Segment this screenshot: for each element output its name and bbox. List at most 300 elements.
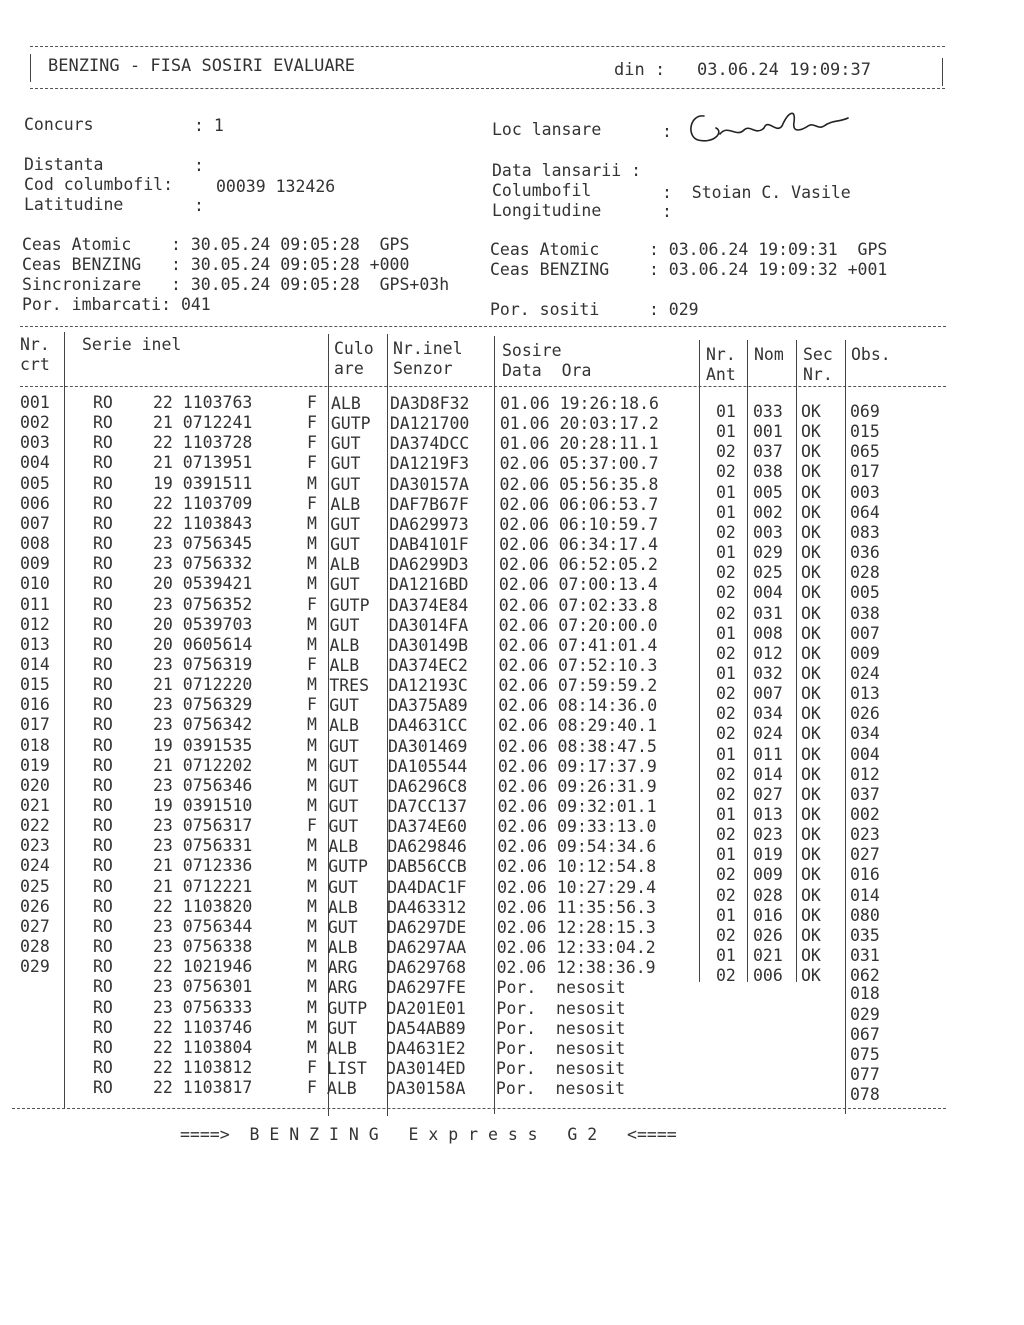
cell-nr-ant: 01 — [716, 845, 736, 865]
cell-arrival: Por. nesosit — [496, 998, 626, 1018]
cell-nr-ant: 02 — [716, 825, 736, 845]
cell-color: GUT — [328, 776, 359, 796]
cell-sec: OK — [801, 764, 821, 784]
cell-sensor: DA54AB89 — [386, 1018, 466, 1038]
cell-arrival: 02.06 06:34:17.4 — [499, 535, 659, 555]
cell-color: ARG — [327, 978, 358, 998]
cell-nom: 009 — [753, 865, 783, 885]
cell-sex: F — [307, 1057, 317, 1077]
cell-nom: 014 — [753, 764, 783, 784]
cell-nr-ant: 01 — [716, 946, 736, 966]
cell-obs: 004 — [850, 744, 880, 764]
cell-ring: 20 0539703 — [153, 614, 253, 634]
cell-sensor: DA374E84 — [388, 595, 469, 615]
cell-color: ALB — [326, 1079, 357, 1099]
cell-obs: 009 — [850, 643, 880, 663]
cell-color: GUT — [330, 474, 361, 494]
cell-nr-ant: 02 — [716, 966, 736, 986]
cell-sec: OK — [801, 442, 821, 462]
cell-ring: 22 1103843 — [153, 513, 253, 533]
cell-sensor: DA1216BD — [388, 575, 469, 595]
cell-country: RO — [93, 634, 113, 654]
cell-arrival: 02.06 12:33:04.2 — [496, 938, 656, 958]
col-ant-header: Ant — [706, 365, 736, 384]
cell-arrival: 02.06 09:26:31.9 — [497, 776, 657, 796]
cell-sex: M — [307, 896, 317, 916]
cell-sec: OK — [801, 522, 821, 542]
cell-nr-ant: 01 — [716, 805, 736, 824]
sep-sec — [796, 340, 797, 982]
latitudine-value: : — [194, 196, 204, 215]
cell-ring: 23 0756301 — [153, 977, 253, 997]
col-obs-header: Obs. — [851, 345, 891, 364]
cell-ring: 20 0605614 — [153, 634, 253, 654]
cod-columbofil-label: Cod columbofil: — [24, 175, 174, 194]
cell-sec: OK — [801, 865, 821, 885]
cell-nom: 002 — [753, 502, 783, 522]
cell-sex: M — [307, 473, 317, 493]
cell-sec: OK — [801, 905, 821, 925]
cell-sensor: DA3014ED — [386, 1058, 466, 1078]
cell-nr-ant: 01 — [716, 905, 736, 925]
cell-color: GUT — [330, 454, 361, 474]
header-top-border — [30, 46, 945, 47]
cell-country: RO — [93, 937, 113, 957]
cell-arrival: 02.06 07:41:01.4 — [498, 635, 658, 655]
cell-obs: 005 — [850, 583, 880, 603]
cell-color: ALB — [330, 555, 360, 575]
cell-color: GUT — [327, 917, 358, 937]
cell-nr-crt: 022 — [20, 816, 50, 836]
col-serie-header: Serie inel — [82, 335, 182, 354]
cell-nr-crt: 001 — [20, 393, 50, 412]
cell-arrival: 02.06 10:12:54.8 — [497, 857, 657, 877]
cell-color: ALB — [328, 897, 358, 917]
cell-nom: 038 — [753, 462, 783, 482]
cell-nom: 037 — [753, 442, 783, 462]
cell-nr-crt: 013 — [20, 634, 50, 654]
cell-obs: 007 — [850, 623, 880, 643]
cell-sex: M — [307, 614, 317, 634]
cell-color: GUT — [328, 877, 358, 897]
cell-nom: 033 — [753, 402, 783, 421]
cell-sec: OK — [801, 563, 821, 583]
cell-nr-ant: 02 — [716, 724, 736, 744]
cell-nr-ant: 02 — [716, 603, 736, 623]
table-top-border — [20, 326, 946, 327]
cell-arrival: 02.06 05:37:00.7 — [499, 454, 659, 474]
col-culo-header: Culo — [334, 339, 374, 358]
cell-arrival: 02.06 07:00:13.4 — [498, 575, 658, 595]
cell-arrival: 02.06 07:59:59.2 — [498, 676, 658, 696]
cell-color: ALB — [330, 494, 361, 514]
cell-country: RO — [93, 453, 113, 473]
cell-obs: 035 — [850, 925, 880, 945]
cell-ring: 21 0712241 — [153, 413, 253, 433]
cell-arrival: 02.06 08:14:36.0 — [498, 696, 658, 716]
cell-ring: 22 1103709 — [153, 493, 253, 513]
cell-country: RO — [93, 755, 113, 775]
cell-nr-ant: 01 — [716, 502, 736, 522]
cell-nom: 026 — [753, 925, 783, 945]
cell-sensor: DA4631E2 — [386, 1038, 466, 1058]
cell-nr-ant: 02 — [716, 764, 736, 784]
cell-nr-ant: 02 — [716, 684, 736, 704]
cell-arrival: 02.06 05:56:35.8 — [499, 474, 659, 494]
cell-sex: M — [307, 775, 317, 795]
cell-color: ALB — [329, 716, 359, 736]
cell-nr-ant: 02 — [716, 583, 736, 603]
cell-sec: OK — [801, 845, 821, 865]
cell-nr-ant: 02 — [716, 643, 736, 663]
cell-sensor: DA3014FA — [388, 615, 469, 635]
cell-nr-ant: 02 — [716, 462, 736, 482]
cell-sec: OK — [801, 422, 821, 442]
cell-nr-crt: 002 — [20, 413, 50, 433]
cell-obs: 029 — [850, 1004, 880, 1024]
cell-arrival: Por. nesosit — [495, 1079, 626, 1099]
cell-country: RO — [93, 413, 113, 433]
cell-arrival: 02.06 07:02:33.8 — [498, 595, 658, 615]
cell-sensor: DA4631CC — [388, 716, 468, 736]
cell-nr-crt: 029 — [20, 957, 50, 977]
cell-sec: OK — [801, 623, 821, 643]
cell-sex: F — [307, 413, 317, 433]
cell-color: GUT — [329, 575, 360, 595]
cell-sensor: DA463312 — [387, 897, 467, 917]
cell-nr-crt: 019 — [20, 755, 50, 775]
cell-obs: 083 — [850, 522, 880, 542]
cell-sec: OK — [801, 684, 821, 704]
cell-sex: M — [307, 977, 317, 997]
cell-sex: M — [307, 916, 317, 936]
cell-country: RO — [93, 876, 113, 896]
cell-sex: M — [307, 755, 317, 775]
cell-obs: 023 — [850, 825, 880, 845]
cell-sex: F — [307, 695, 317, 715]
cell-nr-ant: 01 — [716, 402, 736, 421]
cell-nr-crt: 021 — [20, 796, 50, 815]
cell-arrival: 02.06 06:52:05.2 — [499, 555, 658, 575]
cell-nr-crt: 017 — [20, 715, 50, 735]
cell-nom: 012 — [753, 643, 783, 663]
cell-ring: 20 0539421 — [153, 574, 253, 594]
cell-sec: OK — [801, 704, 821, 724]
cell-obs: 067 — [850, 1024, 880, 1044]
col-sec-header: Sec — [803, 345, 833, 364]
cell-obs: 018 — [850, 984, 880, 1004]
cell-nom: 019 — [753, 845, 783, 865]
col-nr-header: Nr. — [20, 335, 50, 354]
cell-sex: M — [307, 634, 317, 654]
cell-nom: 034 — [753, 704, 783, 724]
cell-sensor: DA6296C8 — [387, 776, 468, 796]
cell-sex: M — [307, 957, 317, 977]
cell-obs: 078 — [850, 1085, 880, 1105]
cell-arrival: 02.06 12:28:15.3 — [496, 917, 656, 937]
cell-sex: M — [307, 876, 317, 896]
cell-ring: 22 1103728 — [153, 433, 253, 453]
cell-color: ALB — [328, 837, 359, 857]
cell-arrival: 02.06 09:17:37.9 — [497, 756, 657, 776]
cell-ring: 21 0712221 — [153, 876, 253, 896]
cell-ring: 23 0756331 — [153, 836, 253, 856]
cell-nr-ant: 02 — [716, 442, 736, 462]
cell-sensor: DAB4101F — [389, 535, 469, 555]
cell-country: RO — [93, 393, 113, 412]
loc-lansare-label: Loc lansare — [492, 120, 602, 139]
cell-color: GUT — [330, 434, 361, 454]
sep-obs — [845, 340, 846, 1114]
cell-obs: 028 — [850, 563, 880, 583]
cell-country: RO — [93, 715, 113, 735]
cell-color: GUT — [328, 756, 359, 776]
cell-sex: M — [307, 937, 317, 957]
distanta-value: : — [194, 156, 204, 175]
cell-arrival: Por. nesosit — [496, 1058, 626, 1078]
cell-ring: 22 1103820 — [153, 896, 253, 916]
cell-nom: 008 — [753, 623, 783, 643]
cell-arrival: 02.06 09:54:34.6 — [497, 837, 657, 857]
cell-arrival: 02.06 07:52:10.3 — [498, 655, 658, 675]
cell-ring: 23 0756317 — [153, 816, 253, 836]
cell-sec: OK — [801, 462, 821, 482]
cell-nr-ant: 01 — [716, 663, 736, 683]
cell-sex: M — [307, 836, 317, 856]
cell-nr-crt: 014 — [20, 654, 50, 674]
left-clock-sync: Sincronizare : 30.05.24 09:05:28 GPS+03h — [22, 275, 450, 294]
cell-sex: F — [307, 433, 317, 453]
cell-sec: OK — [801, 663, 821, 683]
cell-obs: 075 — [850, 1044, 880, 1064]
cell-ring: 23 0756333 — [153, 997, 253, 1017]
cell-arrival: 02.06 06:06:53.7 — [499, 494, 659, 514]
cell-obs: 037 — [850, 784, 880, 804]
cell-country: RO — [93, 957, 113, 977]
cell-sec: OK — [801, 805, 821, 824]
header-left-border — [30, 54, 31, 82]
cell-nr-ant: 01 — [716, 422, 736, 442]
cell-obs: 064 — [850, 502, 880, 522]
longitudine-value: : — [662, 202, 672, 221]
cell-nom: 011 — [753, 744, 783, 764]
cell-arrival: 02.06 10:27:29.4 — [497, 877, 657, 897]
header-right-border — [942, 58, 943, 86]
cell-color: ARG — [327, 958, 358, 978]
cell-nom: 029 — [753, 543, 783, 563]
cell-ring: 22 1021946 — [153, 957, 253, 977]
cell-nr-ant: 01 — [716, 744, 736, 764]
cell-nom: 024 — [753, 724, 783, 744]
cell-nom: 025 — [753, 563, 783, 583]
cell-ring: 23 0756344 — [153, 916, 253, 936]
cell-nr-crt: 024 — [20, 856, 50, 876]
cell-ring: 22 1103746 — [153, 1017, 253, 1037]
cell-nr-ant: 02 — [716, 885, 736, 905]
cell-nr-crt: 007 — [20, 513, 50, 533]
cell-sex: M — [307, 554, 317, 574]
cell-nom: 007 — [753, 684, 783, 704]
right-clock-benzing: Ceas BENZING : 03.06.24 19:09:32 +001 — [490, 260, 888, 279]
cell-sensor: DAB56CCB — [387, 857, 467, 877]
cell-nr-crt: 010 — [20, 574, 50, 594]
cell-country: RO — [93, 493, 113, 513]
cell-sex: M — [307, 715, 317, 735]
cell-sensor: DA1219F3 — [389, 454, 470, 474]
cell-country: RO — [93, 695, 113, 715]
cell-nr-crt: 023 — [20, 836, 50, 856]
cell-sec: OK — [801, 543, 821, 563]
cell-sex: M — [307, 796, 317, 815]
cell-ring: 23 0756346 — [153, 775, 253, 795]
cell-country: RO — [93, 1037, 113, 1057]
cell-sensor: DA6299D3 — [389, 555, 469, 575]
cell-sensor: DA121700 — [389, 414, 470, 434]
cell-sensor: DA629846 — [387, 837, 467, 857]
cell-sensor: DA7CC137 — [387, 797, 468, 816]
cell-ring: 21 0712202 — [153, 755, 253, 775]
cell-sec: OK — [801, 724, 821, 744]
cell-ring: 19 0391510 — [153, 796, 253, 815]
cell-sec: OK — [801, 502, 821, 522]
cell-arrival: Por. nesosit — [496, 1038, 626, 1058]
sep-nrant — [699, 340, 700, 982]
cell-nr-ant: 02 — [716, 784, 736, 804]
cell-obs: 038 — [850, 603, 880, 623]
cell-country: RO — [93, 654, 113, 674]
cell-nr-ant: 01 — [716, 543, 736, 563]
cell-nom: 003 — [753, 522, 783, 542]
cell-color: GUTP — [327, 998, 368, 1018]
col-senzor-header: Senzor — [393, 359, 453, 378]
din-label: din : — [614, 60, 666, 80]
cell-nr-crt: 027 — [20, 916, 50, 936]
cell-color: ALB — [327, 1038, 357, 1058]
cell-obs: 062 — [850, 966, 880, 986]
cell-nr-crt: 028 — [20, 937, 50, 957]
cell-obs: 014 — [850, 885, 880, 905]
latitudine-label: Latitudine — [24, 195, 124, 214]
table-header-bottom-border — [20, 386, 946, 387]
cell-country: RO — [93, 574, 113, 594]
cell-sensor: DA30158A — [385, 1079, 466, 1099]
cell-country: RO — [93, 1017, 113, 1037]
cell-color: GUT — [327, 1018, 358, 1038]
col-data-ora-header: Data Ora — [502, 361, 592, 380]
col-nr-ant-header: Nr. — [706, 345, 736, 364]
cell-sec: OK — [801, 744, 821, 764]
cell-obs: 065 — [850, 442, 880, 462]
cell-color: TRES — [329, 676, 370, 696]
cell-sec: OK — [801, 946, 821, 966]
cell-sec: OK — [801, 643, 821, 663]
cell-arrival: 02.06 12:38:36.9 — [496, 958, 656, 978]
right-clock-atomic: Ceas Atomic : 03.06.24 19:09:31 GPS — [490, 240, 888, 259]
col-sec-nr-header: Nr. — [803, 365, 833, 384]
cell-country: RO — [93, 534, 113, 554]
cell-nr-ant: 02 — [716, 522, 736, 542]
cell-obs: 031 — [850, 946, 880, 966]
cell-country: RO — [93, 977, 113, 997]
cell-arrival: Por. nesosit — [496, 1018, 626, 1038]
cell-obs: 015 — [850, 422, 880, 442]
cell-sec: OK — [801, 825, 821, 845]
cell-ring: 21 0713951 — [153, 453, 253, 473]
cell-country: RO — [93, 775, 113, 795]
longitudine-label: Longitudine — [492, 201, 602, 220]
cell-sensor: DA6297AA — [386, 938, 467, 958]
sep-sosire — [494, 336, 495, 1114]
cell-sensor: DA6297DE — [386, 917, 467, 937]
cell-country: RO — [93, 614, 113, 634]
cell-sex: M — [307, 735, 317, 755]
cell-obs: 077 — [850, 1064, 880, 1084]
cell-ring: 23 0756319 — [153, 654, 253, 674]
cell-sec: OK — [801, 603, 821, 623]
cell-ring: 23 0756338 — [153, 937, 253, 957]
left-clock-atomic: Ceas Atomic : 30.05.24 09:05:28 GPS — [22, 235, 410, 254]
cell-ring: 23 0756342 — [153, 715, 253, 735]
cell-sex: F — [307, 816, 317, 836]
cell-ring: 23 0756345 — [153, 534, 253, 554]
cell-nr-crt: 005 — [20, 473, 50, 493]
cell-nom: 005 — [753, 482, 783, 502]
table-bottom-border — [12, 1108, 946, 1109]
cell-sensor: DA301469 — [387, 736, 468, 756]
cell-arrival: 01.06 20:03:17.2 — [499, 414, 659, 434]
cell-sex: M — [307, 675, 317, 695]
cell-country: RO — [93, 433, 113, 453]
cell-country: RO — [93, 473, 113, 493]
cell-sensor: DA374E60 — [387, 817, 467, 837]
cell-sensor: DA374EC2 — [388, 655, 468, 675]
header-bottom-border — [30, 88, 945, 89]
handwritten-signature-icon — [684, 104, 854, 150]
col-are-header: are — [334, 359, 364, 378]
cell-sensor: DA629973 — [389, 514, 469, 534]
cell-country: RO — [93, 1057, 113, 1077]
cell-arrival: 02.06 09:33:13.0 — [497, 817, 657, 837]
cell-sex: F — [307, 654, 317, 674]
cod-columbofil-value: 00039 132426 — [216, 177, 336, 196]
cell-ring: 22 1103763 — [153, 393, 253, 412]
cell-sensor: DA4DAC1F — [387, 877, 467, 897]
sep-crt — [64, 332, 65, 1108]
cell-sex: F — [307, 453, 317, 473]
cell-arrival: 01.06 19:26:18.6 — [500, 394, 659, 413]
data-lansarii-label: Data lansarii : — [492, 161, 642, 180]
cell-country: RO — [93, 594, 113, 614]
cell-color: GUT — [329, 615, 360, 635]
cell-nr-crt: 016 — [20, 695, 50, 715]
cell-country: RO — [93, 675, 113, 695]
cell-nr-crt: 004 — [20, 453, 50, 473]
cell-sex: M — [307, 856, 317, 876]
cell-color: LIST — [327, 1058, 367, 1078]
cell-sex: M — [307, 513, 317, 533]
col-crt-header: crt — [20, 355, 50, 374]
cell-nom: 032 — [753, 663, 783, 683]
cell-country: RO — [93, 554, 113, 574]
cell-sensor: DA629768 — [386, 958, 467, 978]
left-clock-benzing: Ceas BENZING : 30.05.24 09:05:28 +000 — [22, 255, 410, 274]
cell-nr-ant: 02 — [716, 704, 736, 724]
sep-nom — [747, 340, 748, 982]
footer-banner: ====> B E N Z I N G E x p r e s s G 2 <==== — [180, 1125, 677, 1144]
cell-color: GUTP — [328, 857, 368, 877]
cell-sec: OK — [801, 966, 821, 986]
cell-sec: OK — [801, 482, 821, 502]
